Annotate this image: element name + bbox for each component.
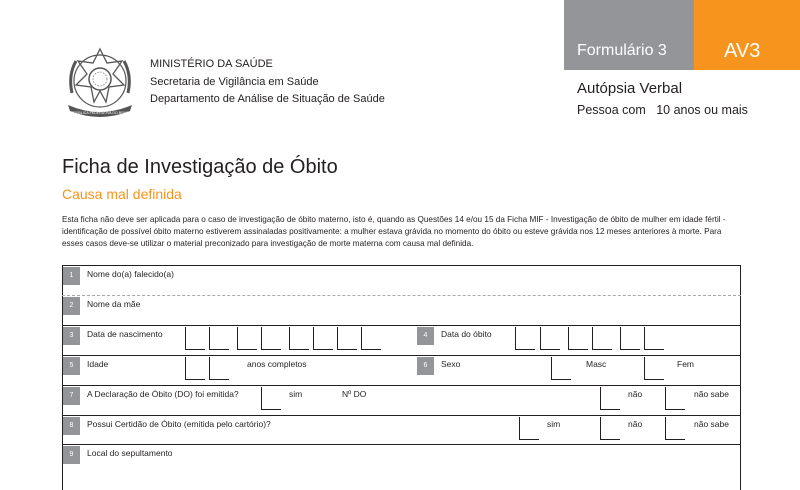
mother-name-label: Nome da mãe: [87, 299, 141, 309]
department-name: Departamento de Análise de Situação de Saúde: [150, 93, 385, 105]
row-divider: [62, 295, 741, 296]
deceased-name-field[interactable]: [85, 281, 738, 293]
do-number-label: Nº DO: [342, 389, 367, 399]
question-number: 5: [63, 357, 80, 375]
registration-no-checkbox[interactable]: [600, 417, 620, 440]
question-number: 9: [63, 446, 80, 464]
death-date-digit[interactable]: [540, 327, 560, 350]
ministry-name: MINISTÉRIO DA SAÚDE: [150, 58, 273, 70]
row-divider: [62, 415, 741, 416]
brazil-coat-of-arms-icon: [62, 45, 138, 121]
age-digit[interactable]: [185, 357, 205, 380]
mother-name-field[interactable]: [85, 311, 738, 323]
burial-place-label: Local do sepultamento: [87, 448, 173, 458]
form-subtitle: Autópsia Verbal: [577, 80, 683, 97]
question-number: 8: [63, 417, 80, 435]
question-number: 7: [63, 387, 80, 405]
row-divider: [62, 444, 741, 445]
death-date-digit[interactable]: [644, 327, 664, 350]
death-certificate-issued-label: A Declaração de Óbito (DO) foi emitida?: [87, 389, 239, 399]
age-digit[interactable]: [209, 357, 229, 380]
birth-date-digit[interactable]: [261, 327, 281, 350]
svg-text:REPÚBLICA FEDERATIVA DO BRASIL: REPÚBLICA FEDERATIVA DO BRASIL: [68, 111, 132, 115]
row-divider: [62, 265, 741, 266]
sex-male-label: Masc: [586, 359, 607, 369]
page-title: Ficha de Investigação de Óbito: [62, 156, 338, 178]
birth-date-label: Data de nascimento: [87, 329, 163, 339]
row-divider: [62, 355, 741, 356]
do-yes-checkbox[interactable]: [261, 387, 281, 410]
form-audience: Pessoa com 10 anos ou mais: [577, 103, 748, 117]
do-unknown-checkbox[interactable]: [665, 387, 685, 410]
registration-no-label: não: [628, 419, 643, 429]
death-date-digit[interactable]: [620, 327, 640, 350]
registration-yes-checkbox[interactable]: [519, 417, 539, 440]
birth-date-digit[interactable]: [289, 327, 309, 350]
question-number: 6: [417, 357, 434, 375]
birth-date-digit[interactable]: [185, 327, 205, 350]
form-code-label: AV3: [724, 40, 761, 62]
birth-date-digit[interactable]: [237, 327, 257, 350]
registration-unknown-checkbox[interactable]: [665, 417, 685, 440]
death-date-digit[interactable]: [515, 327, 535, 350]
form-number-label: Formulário 3: [577, 42, 667, 59]
birth-date-digit[interactable]: [313, 327, 333, 350]
birth-date-digit[interactable]: [337, 327, 357, 350]
registration-unknown-label: não sabe: [694, 419, 729, 429]
sex-label: Sexo: [441, 359, 461, 369]
row-divider: [62, 325, 741, 326]
age-unit-label: anos completos: [247, 359, 307, 369]
question-number: 2: [63, 297, 80, 315]
death-registration-label: Possui Certidão de Óbito (emitida pelo cartório)?: [87, 419, 271, 429]
question-number: 3: [63, 327, 80, 345]
row-divider: [62, 385, 741, 386]
do-no-checkbox[interactable]: [600, 387, 620, 410]
birth-date-digit[interactable]: [209, 327, 229, 350]
death-date-label: Data do óbito: [441, 329, 492, 339]
form-number-tab: [564, 0, 694, 70]
page-subtitle: Causa mal definida: [62, 186, 182, 202]
death-date-digit[interactable]: [592, 327, 612, 350]
do-unknown-label: não sabe: [694, 389, 729, 399]
sex-male-checkbox[interactable]: [551, 357, 571, 380]
do-number-field[interactable]: [372, 388, 592, 408]
age-label: Idade: [87, 359, 109, 369]
intro-paragraph: Esta ficha não deve ser aplicada para o caso de investigação de óbito materno, isto é, quando as Questões 14 e/ou 15 da Ficha MIF - Investigação de óbito de mulher em idade fértil - identificação de possível óbito materno estiverem assinaladas positivamente: a mulher estava grávida no momento do óbito ou esteve grávida nos 12 meses anteriores à morte. Para esses casos deve-se utilizar o material preconizado para investigação de morte materna com causa mal definida.: [62, 215, 726, 248]
sex-female-checkbox[interactable]: [644, 357, 664, 380]
secretariat-name: Secretaria de Vigilância em Saúde: [150, 76, 319, 88]
registration-yes-label: sim: [547, 419, 561, 429]
birth-date-digit[interactable]: [361, 327, 381, 350]
sex-female-label: Fem: [677, 359, 694, 369]
question-number: 4: [417, 327, 434, 345]
question-number: 1: [63, 267, 80, 285]
burial-place-field[interactable]: [85, 460, 738, 482]
death-date-digit[interactable]: [568, 327, 588, 350]
do-no-label: não: [628, 389, 643, 399]
form-code-tab: [694, 0, 800, 70]
do-yes-label: sim: [289, 389, 303, 399]
deceased-name-label: Nome do(a) falecido(a): [87, 269, 174, 279]
